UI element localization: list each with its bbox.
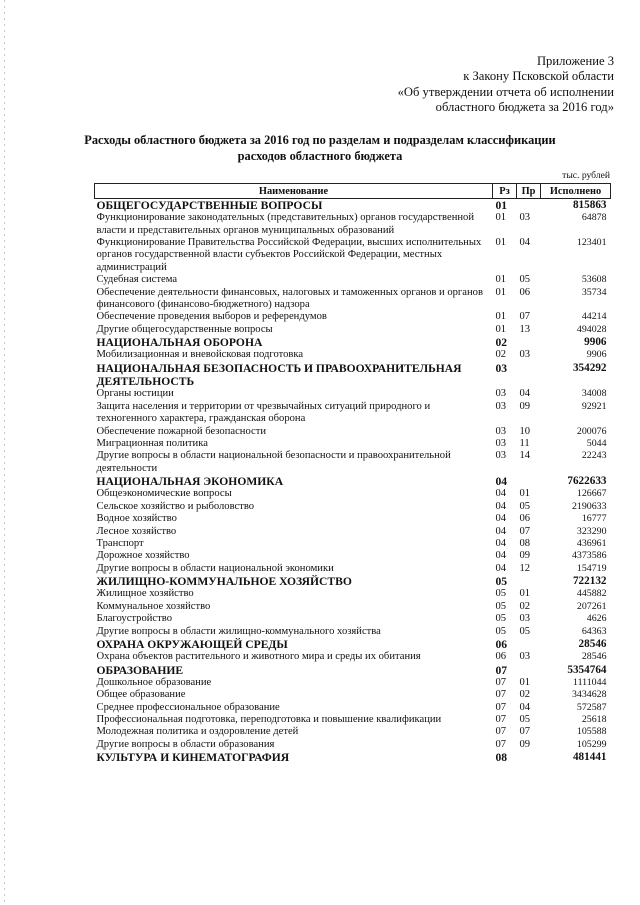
cell-pr — [517, 199, 541, 213]
cell-pr: 12 — [519, 562, 531, 574]
table-row — [95, 237, 611, 274]
cell-pr: 06 — [519, 513, 531, 525]
cell-rz: 04 — [495, 475, 508, 489]
cell-rz: 04 — [495, 537, 507, 549]
cell-pr: 01 — [519, 488, 531, 500]
cell-pr: 09 — [519, 550, 531, 562]
cell-pr: 02 — [519, 600, 531, 612]
cell-rz: 07 — [495, 689, 507, 701]
cell-name: Общее образование — [96, 689, 186, 701]
cell-rz: 03 — [495, 437, 507, 449]
cell-rz: 07 — [495, 714, 507, 726]
header-pr: Пр — [517, 184, 541, 199]
title-line: Расходы областного бюджета за 2016 год по разделам и подразделам классификации — [84, 133, 556, 147]
cell-amount: 28546 — [578, 638, 607, 650]
header-amount: Исполнено — [541, 184, 611, 199]
cell-amount: 4626 — [586, 613, 607, 625]
cell-name: ОБЩЕГОСУДАРСТВЕННЫЕ ВОПРОСЫ — [96, 199, 323, 212]
cell-rz: 01 — [495, 237, 507, 249]
cell-amount: 92921 — [581, 400, 607, 412]
cell-rz: 01 — [495, 323, 507, 335]
cell-name: Дорожное хозяйство — [96, 550, 190, 562]
cell-name: ОБРАЗОВАНИЕ — [96, 663, 184, 677]
table-row — [95, 349, 611, 361]
table-row — [95, 588, 611, 600]
table-row — [95, 689, 611, 701]
table-row — [95, 401, 611, 426]
cell-amount: 9906 — [586, 349, 607, 361]
table-row — [95, 488, 611, 500]
cell-name: Другие вопросы в области образования — [96, 738, 275, 750]
table-row — [95, 287, 611, 312]
cell-rz: 03 — [495, 400, 507, 412]
cell-rz: 03 — [495, 425, 507, 437]
table-row — [95, 739, 611, 751]
section-row — [95, 475, 611, 488]
cell-amount: 44214 — [581, 311, 607, 323]
cell-name: НАЦИОНАЛЬНАЯ ЭКОНОМИКА — [96, 475, 284, 489]
cell-name: НАЦИОНАЛЬНАЯ БЕЗОПАСНОСТЬ И ПРАВООХРАНИТЕЛЬНАЯ ДЕЯТЕЛЬНОСТЬ — [96, 361, 462, 389]
scan-margin-line — [4, 0, 5, 905]
cell-pr: 05 — [519, 500, 531, 512]
expenses-table — [94, 183, 611, 764]
cell-pr: 13 — [519, 323, 531, 335]
cell-name: Другие общегосударственные вопросы — [96, 323, 273, 335]
cell-amount: 34008 — [581, 388, 607, 400]
cell-name: Жилищное хозяйство — [96, 588, 194, 600]
cell-pr: 06 — [519, 286, 531, 298]
cell-rz: 01 — [495, 286, 507, 298]
cell-name: Благоустройство — [96, 613, 172, 625]
section-row — [95, 638, 611, 651]
cell-pr: 03 — [519, 613, 531, 625]
cell-name: КУЛЬТУРА И КИНЕМАТОГРАФИЯ — [96, 751, 290, 765]
cell-amount: 64363 — [581, 625, 607, 637]
cell-name: Судебная система — [96, 274, 178, 286]
cell-pr: 04 — [519, 388, 531, 400]
table-row — [95, 513, 611, 525]
cell-amount: 3434628 — [571, 689, 607, 701]
cell-amount: 28546 — [581, 651, 607, 663]
section-row — [95, 664, 611, 677]
cell-amount: 53608 — [581, 274, 607, 286]
cell-amount: 154719 — [576, 562, 607, 574]
cell-amount: 481441 — [572, 751, 607, 764]
cell-name: Обеспечение деятельности финансовых, налоговых и таможенных органов и органов финансового (финансово-бюджетного) надзора — [96, 286, 483, 311]
table-row — [95, 601, 611, 613]
annex-line: «Об утверждении отчета об исполнении — [397, 84, 614, 99]
cell-name: Охрана объектов растительного и животного мира и среды их обитания — [96, 651, 421, 663]
cell-rz: 07 — [495, 663, 508, 677]
cell-pr: 08 — [519, 537, 531, 549]
cell-rz: 01 — [495, 274, 507, 286]
cell-name: Дошкольное образование — [96, 676, 212, 688]
cell-name: Профессиональная подготовка, переподготовка и повышение квалификации — [96, 714, 442, 726]
cell-amount: 445882 — [576, 588, 607, 600]
table-row — [95, 613, 611, 625]
cell-amount: 5354764 — [567, 663, 607, 676]
table-header-row — [95, 184, 611, 199]
annex-line: к Закону Псковской области — [463, 69, 614, 84]
cell-amount: 7622633 — [567, 475, 607, 488]
cell-name: Общеэкономические вопросы — [96, 488, 232, 500]
cell-name: НАЦИОНАЛЬНАЯ ОБОРОНА — [96, 336, 263, 350]
cell-amount: 494028 — [576, 323, 607, 335]
cell-rz: 05 — [495, 625, 507, 637]
table-row — [95, 550, 611, 562]
cell-rz: 01 — [495, 199, 508, 212]
cell-amount: 9906 — [584, 336, 607, 349]
table-row — [95, 714, 611, 726]
cell-rz: 05 — [495, 600, 507, 612]
header-name: Наименование — [95, 184, 493, 199]
cell-pr: 05 — [519, 625, 531, 637]
cell-amount: 22243 — [581, 450, 607, 462]
table-row — [95, 438, 611, 450]
cell-amount: 200076 — [576, 425, 607, 437]
cell-amount: 323290 — [576, 525, 607, 537]
table-body — [95, 199, 611, 765]
title-line: расходов областного бюджета — [237, 148, 403, 163]
cell-pr: 07 — [519, 311, 531, 323]
units-label: тыс. рублей — [562, 170, 610, 181]
cell-name: Водное хозяйство — [96, 513, 177, 525]
cell-name: Мобилизационная и вневойсковая подготовка — [96, 349, 304, 361]
cell-pr: 07 — [519, 525, 531, 537]
table-row — [95, 677, 611, 689]
cell-name: Функционирование Правительства Российской Федерации, высших исполнительных органов государственной власти субъектов Российской Федерации, местных администраций — [96, 237, 482, 273]
cell-pr: 10 — [519, 425, 531, 437]
cell-rz: 04 — [495, 488, 507, 500]
table-row — [95, 212, 611, 237]
table-row — [95, 651, 611, 663]
table-row — [95, 726, 611, 738]
table-row — [95, 324, 611, 336]
cell-pr: 01 — [519, 588, 531, 600]
cell-name: Сельское хозяйство и рыболовство — [96, 500, 255, 512]
header-rz: Рз — [493, 184, 517, 199]
cell-name: Другие вопросы в области национальной экономики — [96, 562, 334, 574]
annex-line: областного бюджета за 2016 год» — [435, 100, 614, 115]
cell-rz: 01 — [495, 311, 507, 323]
annex-line: Приложение 3 — [536, 54, 614, 68]
cell-rz: 06 — [495, 638, 508, 651]
cell-pr: 09 — [519, 738, 531, 750]
cell-pr: 03 — [519, 349, 531, 361]
section-row — [95, 362, 611, 388]
cell-name: Среднее профессиональное образование — [96, 701, 280, 713]
table-row — [95, 274, 611, 286]
cell-name: Органы юстиции — [96, 388, 174, 400]
table-row — [95, 426, 611, 438]
table-row — [95, 538, 611, 550]
cell-pr: 05 — [519, 714, 531, 726]
table-row — [95, 311, 611, 323]
cell-pr — [517, 336, 541, 349]
cell-amount: 123401 — [576, 237, 607, 249]
cell-amount: 5044 — [586, 437, 607, 449]
cell-rz: 04 — [495, 525, 507, 537]
cell-rz: 07 — [495, 726, 507, 738]
section-row — [95, 575, 611, 588]
table-row — [95, 526, 611, 538]
cell-pr: 07 — [519, 726, 531, 738]
table-row — [95, 702, 611, 714]
cell-rz: 03 — [495, 388, 507, 400]
cell-name: Другие вопросы в области национальной безопасности и правоохранительной деятельности — [96, 450, 451, 474]
cell-name: Защита населения и территории от чрезвычайных ситуаций природного и техногенного характера, гражданская оборона — [96, 400, 431, 425]
cell-amount: 126667 — [576, 488, 607, 500]
cell-amount: 207261 — [576, 600, 607, 612]
cell-pr: 03 — [519, 651, 531, 663]
cell-name: Другие вопросы в области жилищно-коммунального хозяйства — [96, 625, 381, 637]
cell-pr — [517, 751, 541, 764]
table-row — [95, 450, 611, 475]
cell-rz: 07 — [495, 676, 507, 688]
cell-name: Обеспечение проведения выборов и референдумов — [96, 311, 327, 323]
cell-pr — [517, 664, 541, 677]
cell-rz: 01 — [495, 212, 507, 224]
cell-rz: 05 — [495, 613, 507, 625]
cell-name: Обеспечение пожарной безопасности — [96, 425, 267, 437]
cell-pr: 01 — [519, 676, 531, 688]
cell-name: Функционирование законодательных (представительных) органов государственной власти и представительных органов муниципальных образований — [96, 212, 475, 236]
cell-pr — [517, 575, 541, 588]
cell-rz: 05 — [495, 588, 507, 600]
cell-rz: 08 — [495, 751, 508, 765]
cell-rz: 04 — [495, 562, 507, 574]
cell-pr: 03 — [519, 212, 531, 224]
cell-rz: 04 — [495, 500, 507, 512]
cell-pr: 11 — [519, 437, 530, 449]
section-row — [95, 199, 611, 213]
cell-amount: 572587 — [576, 701, 607, 713]
cell-name: Миграционная политика — [96, 437, 208, 449]
cell-rz: 07 — [495, 738, 507, 750]
cell-amount: 2190633 — [571, 500, 607, 512]
cell-rz: 04 — [495, 550, 507, 562]
document-title — [80, 133, 560, 164]
cell-amount: 35734 — [581, 286, 607, 298]
section-row — [95, 336, 611, 349]
cell-pr: 04 — [519, 701, 531, 713]
annex-block — [398, 54, 614, 116]
cell-amount: 64878 — [581, 212, 607, 224]
cell-pr: 04 — [519, 237, 531, 249]
section-row — [95, 751, 611, 764]
expenses-table-wrap — [94, 183, 610, 764]
cell-name: Молодежная политика и оздоровление детей — [96, 726, 299, 738]
cell-name: ЖИЛИЩНО-КОММУНАЛЬНОЕ ХОЗЯЙСТВО — [96, 575, 352, 589]
cell-pr — [517, 638, 541, 651]
table-row — [95, 388, 611, 400]
cell-amount: 722132 — [572, 575, 607, 588]
cell-rz: 07 — [495, 701, 507, 713]
cell-amount: 105588 — [576, 726, 607, 738]
cell-rz: 05 — [495, 575, 508, 589]
cell-name: Коммунальное хозяйство — [96, 600, 211, 612]
cell-amount: 436961 — [576, 537, 607, 549]
cell-name: ОХРАНА ОКРУЖАЮЩЕЙ СРЕДЫ — [96, 638, 288, 651]
table-row — [95, 626, 611, 638]
cell-rz: 02 — [495, 349, 507, 361]
cell-name: Лесное хозяйство — [96, 525, 177, 537]
table-row — [95, 501, 611, 513]
cell-pr: 14 — [519, 450, 531, 462]
cell-amount: 105299 — [576, 738, 607, 750]
cell-pr — [517, 475, 541, 488]
table-row — [95, 563, 611, 575]
cell-amount: 815863 — [572, 199, 607, 211]
cell-pr: 05 — [519, 274, 531, 286]
cell-pr: 02 — [519, 689, 531, 701]
cell-pr — [517, 362, 541, 388]
cell-rz: 04 — [495, 513, 507, 525]
cell-amount: 4373586 — [571, 550, 607, 562]
cell-pr: 09 — [519, 400, 531, 412]
cell-amount: 25618 — [581, 714, 607, 726]
cell-amount: 354292 — [572, 361, 607, 374]
cell-rz: 03 — [495, 361, 508, 375]
cell-rz: 02 — [495, 336, 508, 350]
cell-amount: 1111044 — [573, 676, 607, 688]
cell-rz: 03 — [495, 450, 507, 462]
cell-rz: 06 — [495, 651, 507, 663]
cell-amount: 16777 — [581, 513, 607, 525]
cell-name: Транспорт — [96, 537, 144, 549]
